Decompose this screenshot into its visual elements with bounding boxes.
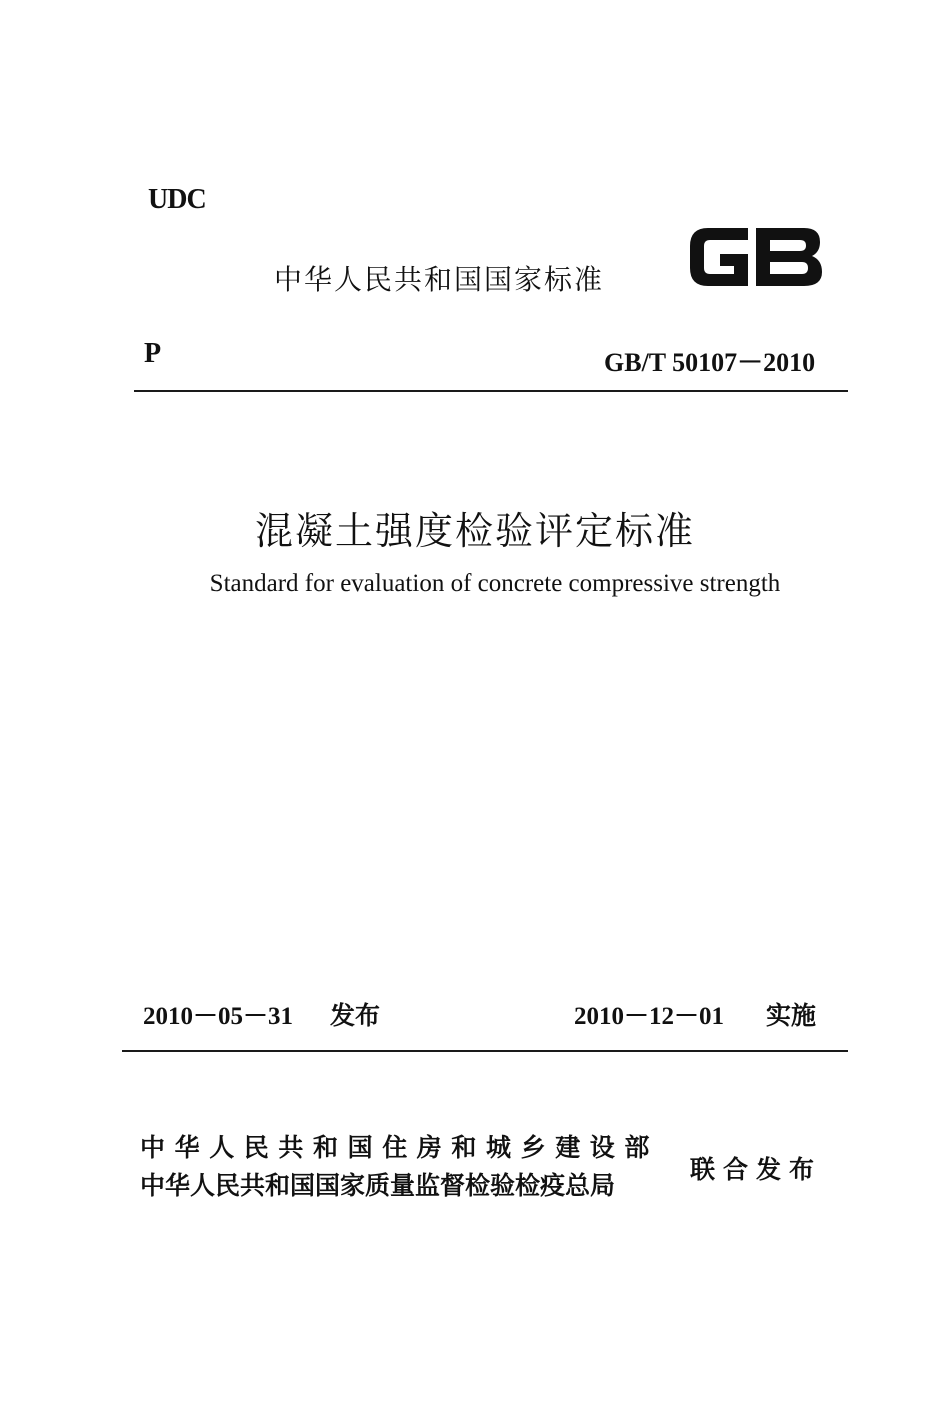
issue-date: 2010－05－31 <box>143 1003 294 1030</box>
title-chinese: 混凝土强度检验评定标准 <box>254 509 695 553</box>
gb-logo-icon <box>686 222 826 292</box>
bottom-divider <box>122 1050 848 1052</box>
implementation-label: 实施 <box>766 1001 817 1030</box>
publisher-line-1: 中华人民共和国住房和城乡建设部 <box>140 1133 660 1162</box>
issue-label: 发布 <box>330 1001 381 1030</box>
implementation-date: 2010－12－01 <box>574 1003 725 1030</box>
standard-number: GB/T 50107－2010 <box>604 348 816 377</box>
standard-type: 中华人民共和国国家标准 <box>274 263 605 296</box>
publisher-line-2: 中华人民共和国国家质量监督检验检疫总局 <box>140 1171 616 1200</box>
top-divider <box>134 390 848 392</box>
joint-publish-label: 联合发布 <box>690 1155 823 1184</box>
udc-label: UDC <box>148 184 206 215</box>
title-english: Standard for evaluation of concrete compressive strength <box>209 570 781 597</box>
classification-code: P <box>144 338 162 369</box>
